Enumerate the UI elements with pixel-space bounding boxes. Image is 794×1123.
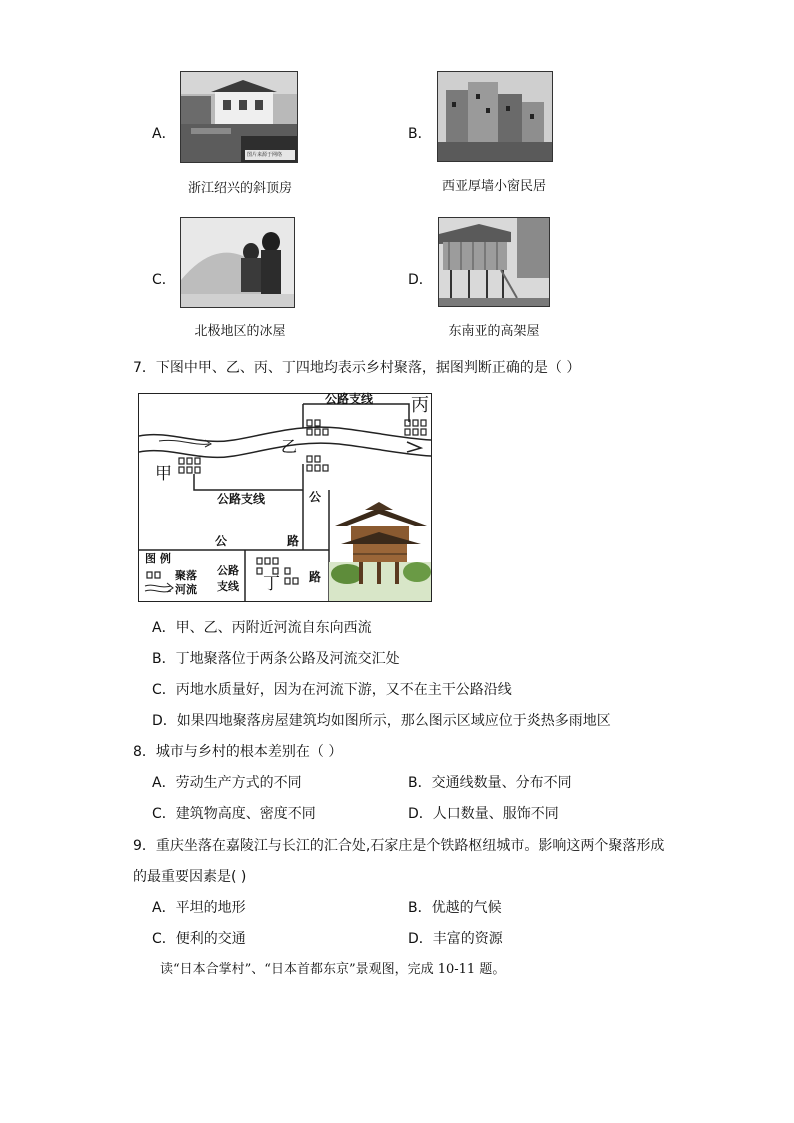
settlement-yi: 乙 (281, 437, 298, 456)
question-9-stem-line-1: 9．重庆坐落在嘉陵江与长江的汇合处,石家庄是个铁路枢纽城市。影响这两个聚落形成 (133, 838, 665, 854)
question-9-option-c: C．便利的交通 (152, 931, 246, 947)
main-road-label-lu: 路 (287, 534, 300, 548)
option-c-caption: 北极地区的冰屋 (194, 324, 286, 339)
question-8-stem: 8．城市与乡村的根本差别在（ ） (133, 744, 343, 760)
photo-note: 图片来源于网络 (247, 152, 283, 158)
question-9-option-a: A．平坦的地形 (152, 900, 246, 916)
question-7-stem: 7．下图中甲、乙、丙、丁四地均表示乡村聚落，据图判断正确的是（ ） (133, 360, 581, 376)
question-9-option-b: B．优越的气候 (408, 900, 502, 916)
question-9-stem-line-2: 的最重要因素是( ) (133, 869, 247, 885)
question-8-option-c: C．建筑物高度、密度不同 (152, 806, 316, 822)
main-road-vertical-label: 公 (309, 490, 322, 504)
legend-road-label-2: 支线 (217, 580, 239, 593)
settlement-jia: 甲 (155, 464, 172, 484)
branch-road-mid-label: 公路支线 (217, 492, 266, 506)
west-asia-house-photo (437, 71, 553, 162)
question-7-option-c: C．丙地水质量好，因为在河流下游，又不在主干公路沿线 (152, 682, 512, 698)
option-b-caption: 西亚厚墙小窗民居 (441, 179, 546, 194)
question-8-option-a: A．劳动生产方式的不同 (152, 775, 302, 791)
branch-road-top-label: 公路支线 (325, 392, 374, 406)
legend-title: 图 例 (145, 552, 171, 565)
question-8-option-b: B．交通线数量、分布不同 (408, 775, 572, 791)
legend-settlement-label: 聚落 (175, 569, 197, 582)
stilt-house-photo (438, 217, 550, 307)
settlement-map (138, 393, 432, 602)
legend-river-label: 河流 (175, 583, 197, 596)
option-d-caption: 东南亚的高架屋 (448, 324, 540, 339)
option-a-letter: A． (152, 126, 176, 142)
question-7-option-d: D．如果四地聚落房屋建筑均如图所示，那么图示区域应位于炎热多雨地区 (152, 713, 611, 729)
settlement-bing: 丙 (411, 395, 429, 416)
shaoxing-house-photo (180, 71, 298, 163)
question-7-option-a: A．甲、乙、丙附近河流自东向西流 (152, 620, 372, 636)
settlement-ding: 丁 (263, 574, 280, 594)
legend-road-label-1: 公路 (217, 564, 239, 577)
igloo-photo (180, 217, 295, 308)
option-d-letter: D． (408, 272, 433, 288)
main-road-vertical-label-lu: 路 (309, 570, 322, 584)
option-c-letter: C． (152, 272, 176, 288)
question-8-option-d: D．人口数量、服饰不同 (408, 806, 559, 822)
question-7-option-b: B．丁地聚落位于两条公路及河流交汇处 (152, 651, 400, 667)
main-road-label-gong: 公 (215, 534, 228, 548)
reading-instruction: 读“日本合掌村”、“日本首都东京”景观图，完成 10-11 题。 (160, 962, 506, 977)
option-b-letter: B． (408, 126, 432, 142)
option-a-caption: 浙江绍兴的斜顶房 (187, 181, 292, 196)
question-9-option-d: D．丰富的资源 (408, 931, 503, 947)
